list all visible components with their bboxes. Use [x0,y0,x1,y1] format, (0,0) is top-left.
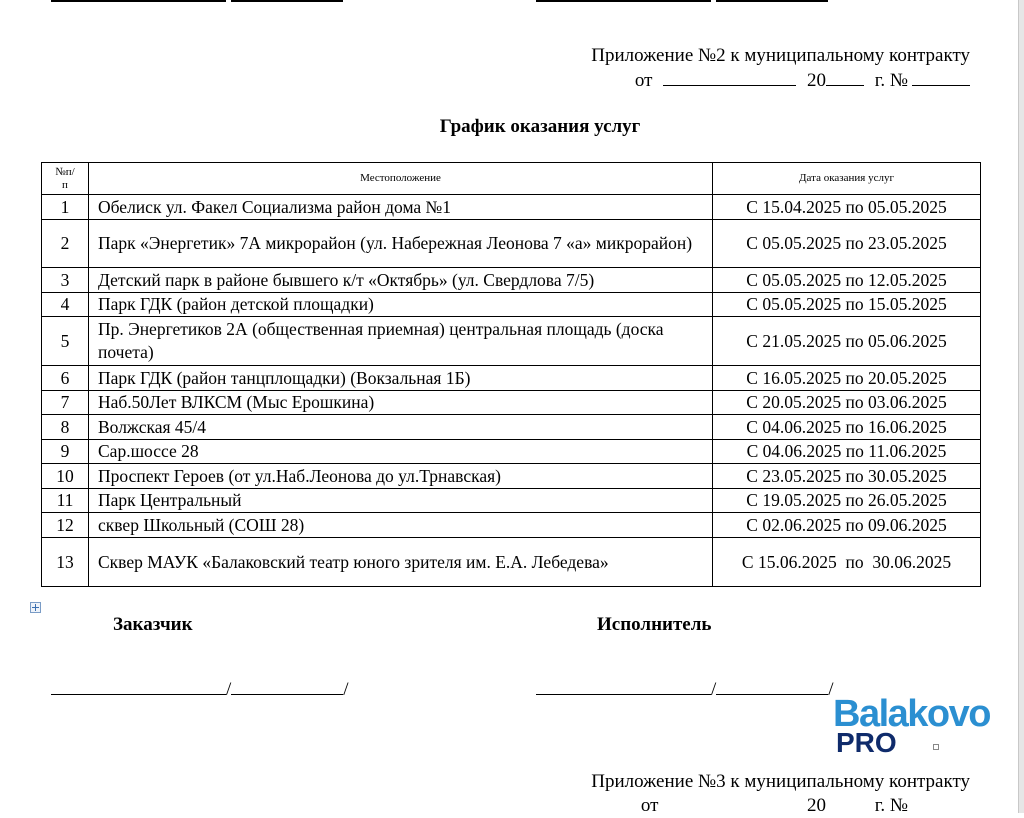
logo-bottom-text: PRO [836,727,897,758]
prev-signature-line [231,0,343,2]
row-number: 9 [42,440,89,464]
table-row [42,415,981,440]
row-location: Парк ГДК (район детской площадки) [89,293,713,317]
row-location: Обелиск ул. Факел Социализма район дома №1 [89,195,713,220]
from-label: от [640,795,659,816]
contractor-label: Исполнитель [597,614,712,635]
appendix-3-header [591,770,970,818]
row-number: 2 [42,220,89,268]
signature-separator: / [343,679,349,700]
row-number: 1 [42,195,89,220]
table-row [42,391,981,415]
row-dates: С 23.05.2025 по 30.05.2025 [713,464,981,489]
name-line [231,676,343,695]
small-square-icon [933,744,939,750]
row-location: Парк «Энергетик» 7А микрорайон (ул. Набережная Леонова 7 «а» микрорайон) [89,220,713,268]
table-row [42,220,981,268]
appendix-title: Приложение №3 к муниципальному контракту [591,771,970,792]
customer-signature [51,676,349,701]
row-number: 8 [42,415,89,440]
row-number: 10 [42,464,89,489]
signature-separator: / [226,679,232,700]
date-blank [663,68,796,86]
row-location: Наб.50Лет ВЛКСМ (Мыс Ерошкина) [89,391,713,415]
row-number: 3 [42,268,89,293]
row-number: 13 [42,538,89,587]
table-row [42,513,981,538]
signature-line [51,676,226,695]
row-location: Парк ГДК (район танцплощадки) (Вокзальная 1Б) [89,366,713,391]
col-header-location: Местоположение [89,163,713,195]
row-location: сквер Школьный (СОШ 28) [89,513,713,538]
table-row [42,293,981,317]
name-line [716,676,828,695]
contract-date-line [591,794,970,818]
logo-top-text: Balakovo [833,693,990,735]
table-row [42,489,981,513]
year-blank [826,68,864,86]
prev-signature-line [536,0,711,2]
signature-line [536,676,711,695]
table-row [42,268,981,293]
year-prefix: 20 [806,795,826,816]
row-dates: С 05.05.2025 по 15.05.2025 [713,293,981,317]
signature-separator: / [711,679,717,700]
prev-signature-line [716,0,828,2]
table-move-handle-icon[interactable] [30,602,41,613]
row-dates: С 16.05.2025 по 20.05.2025 [713,366,981,391]
signature-separator: / [828,679,834,700]
row-location: Сар.шоссе 28 [89,440,713,464]
row-dates: С 04.06.2025 по 16.06.2025 [713,415,981,440]
number-blank [912,68,970,86]
prev-signature-line [51,0,226,2]
table-row [42,440,981,464]
row-location: Сквер МАУК «Балаковский театр юного зрителя им. Е.А. Лебедева» [89,538,713,587]
table-row [42,195,981,220]
contractor-signature [536,676,834,701]
row-number: 4 [42,293,89,317]
number-label: г. № [874,795,908,816]
row-dates: С 20.05.2025 по 03.06.2025 [713,391,981,415]
row-dates: С 02.06.2025 по 09.06.2025 [713,513,981,538]
row-location: Волжская 45/4 [89,415,713,440]
row-dates: С 19.05.2025 по 26.05.2025 [713,489,981,513]
table-row [42,464,981,489]
col-header-number: №п/ п [42,163,89,195]
row-number: 6 [42,366,89,391]
row-number: 5 [42,317,89,366]
contract-date-line [591,68,970,93]
year-prefix: 20 [806,70,826,91]
row-dates: С 15.04.2025 по 05.05.2025 [713,195,981,220]
appendix-title: Приложение №2 к муниципальному контракту [591,45,970,66]
balakovo-pro-watermark-logo [833,693,990,762]
row-number: 12 [42,513,89,538]
schedule-table [41,162,981,587]
row-location: Проспект Героев (от ул.Наб.Леонова до ул.Трнавская) [89,464,713,489]
row-location: Парк Центральный [89,489,713,513]
row-dates: С 04.06.2025 по 11.06.2025 [713,440,981,464]
row-dates: С 15.06.2025 по 30.06.2025 [713,538,981,587]
from-label: от [634,70,653,91]
row-number: 7 [42,391,89,415]
row-location: Пр. Энергетиков 2А (общественная приемная) центральная площадь (доска почета) [89,317,713,366]
row-dates: С 21.05.2025 по 05.06.2025 [713,317,981,366]
table-row [42,538,981,587]
table-row [42,317,981,366]
col-header-dates: Дата оказания услуг [713,163,981,195]
customer-label: Заказчик [113,614,193,635]
row-dates: С 05.05.2025 по 12.05.2025 [713,268,981,293]
appendix-2-header [591,44,970,93]
row-dates: С 05.05.2025 по 23.05.2025 [713,220,981,268]
row-location: Детский парк в районе бывшего к/т «Октябрь» (ул. Свердлова 7/5) [89,268,713,293]
row-number: 11 [42,489,89,513]
page-title: График оказания услуг [439,116,641,137]
table-header-row [42,163,981,195]
number-label: г. № [874,70,908,91]
table-row [42,366,981,391]
